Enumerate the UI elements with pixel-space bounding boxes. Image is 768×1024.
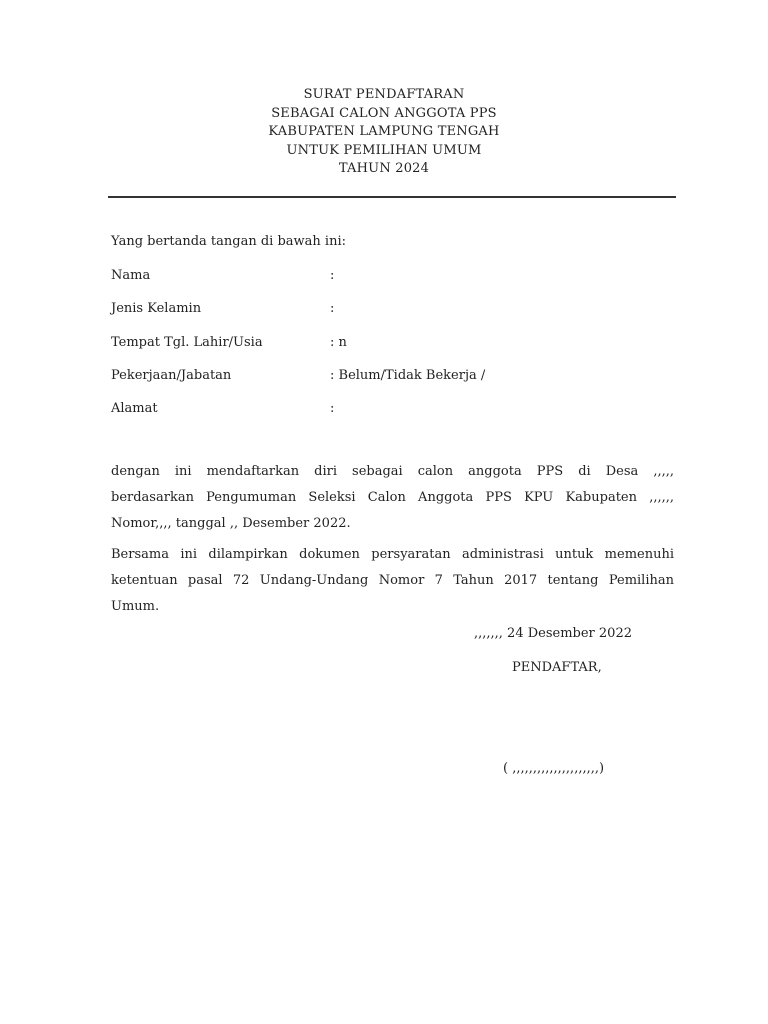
field-value: : <box>330 268 335 283</box>
header-title: SURAT PENDAFTARAN <box>303 87 465 102</box>
paragraph-line: Nomor,,,, tanggal ,, Desember 2022. <box>111 516 351 531</box>
field-label: Pekerjaan/Jabatan <box>111 368 232 383</box>
intro-text: Yang bertanda tangan di bawah ini: <box>111 234 346 249</box>
header-region: KABUPATEN LAMPUNG TENGAH <box>268 124 500 139</box>
field-value: : <box>330 401 335 416</box>
paragraph-line: Bersama ini dilampirkan dokumen persyaratan administrasi untuk memenuhi <box>111 547 674 562</box>
paragraph-line: berdasarkan Pengumuman Seleksi Calon Anggota PPS KPU Kabupaten ,,,,,, <box>111 490 674 505</box>
letter-header <box>0 86 768 179</box>
letter-date: ,,,,,,, 24 Desember 2022 <box>474 626 632 641</box>
paragraph-line: dengan ini mendaftarkan diri sebagai calon anggota PPS di Desa ,,,,, <box>111 464 674 479</box>
header-divider <box>108 196 676 198</box>
field-label: Tempat Tgl. Lahir/Usia <box>111 335 263 350</box>
field-value: : n <box>330 335 347 350</box>
paragraph-line: Umum. <box>111 599 160 614</box>
field-label: Jenis Kelamin <box>111 301 202 316</box>
signer-label: PENDAFTAR, <box>512 660 602 675</box>
attachment-paragraph <box>111 542 674 620</box>
field-value: : <box>330 301 335 316</box>
header-purpose: UNTUK PEMILIHAN UMUM <box>286 142 482 158</box>
field-label: Alamat <box>111 401 158 416</box>
field-value: : Belum/Tidak Bekerja / <box>330 368 486 383</box>
registration-paragraph <box>111 459 674 537</box>
header-subtitle: SEBAGAI CALON ANGGOTA PPS <box>271 105 497 121</box>
signature-placeholder: ( ,,,,,,,,,,,,,,,,,,,,,) <box>503 761 605 776</box>
header-year: TAHUN 2024 <box>338 161 430 176</box>
paragraph-line: ketentuan pasal 72 Undang-Undang Nomor 7 Tahun 2017 tentang Pemilihan <box>111 573 674 588</box>
field-label: Nama <box>111 268 151 283</box>
